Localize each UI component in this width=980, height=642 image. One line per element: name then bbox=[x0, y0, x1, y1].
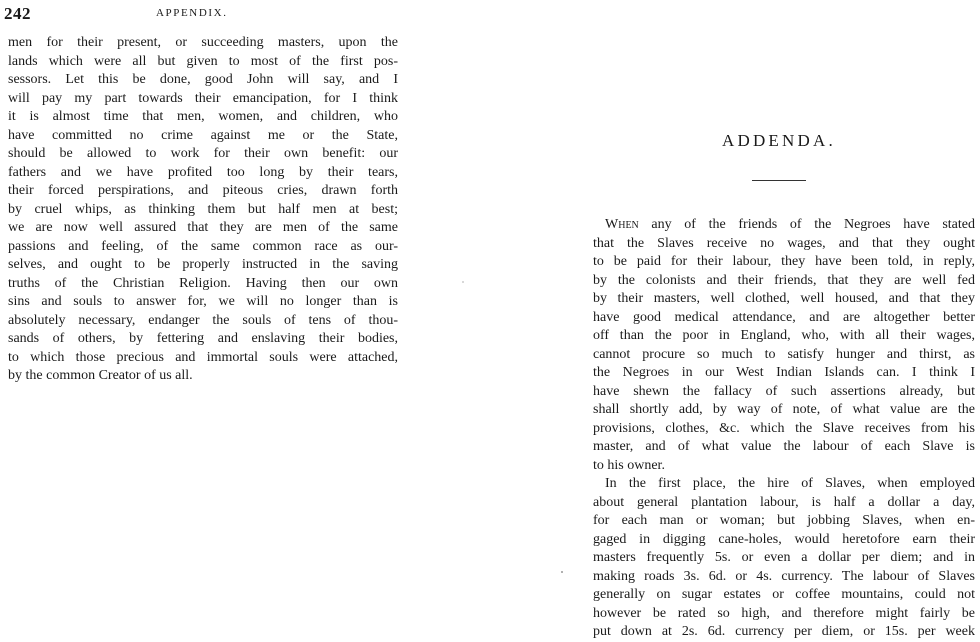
left-page bbox=[0, 0, 410, 636]
text-line: for each man or woman; but jobbing Slaves, when en- bbox=[593, 513, 975, 528]
text-line: In the first place, the hire of Slaves, when employed bbox=[605, 476, 975, 491]
text-line: sins and souls to answer for, we will no longer than is bbox=[8, 294, 398, 309]
left-body-text bbox=[8, 34, 398, 386]
text-line: by their masters, well clothed, well housed, and that they bbox=[593, 291, 975, 306]
initial-letter: W bbox=[605, 217, 619, 232]
text-line: cannot procure so much to satisfy hunger and thirst, as bbox=[593, 346, 975, 362]
text-line: truths of the Christian Religion. Having then our own bbox=[8, 275, 398, 291]
text-line: to his owner. bbox=[593, 457, 665, 473]
text-line: provisions, clothes, &c. which the Slave receives from his bbox=[593, 420, 975, 436]
text-line: the Negroes in our West Indian Islands can. I think I bbox=[593, 365, 975, 380]
text-line: off than the poor in England, who, with all their wages, bbox=[593, 328, 975, 343]
running-head bbox=[4, 4, 404, 24]
text-line: have shewn the fallacy of such assertions already, but bbox=[593, 383, 975, 399]
text-line: will pay my part towards their emancipation, for I think bbox=[8, 90, 398, 106]
text-line: by the colonists and their friends, that they are well fed bbox=[593, 272, 975, 288]
text-line: their forced perspirations, and piteous cries, drawn forth bbox=[8, 183, 398, 198]
text-line: gaged in digging cane-holes, would heretofore earn their bbox=[593, 531, 975, 547]
text-line: sands of others, by fettering and enslaving their bodies, bbox=[8, 331, 398, 346]
page-number: 242 bbox=[4, 4, 31, 23]
text-line: lands which were all but given to most of the first pos- bbox=[8, 53, 398, 69]
first-word-rest: hen bbox=[618, 217, 639, 232]
text-line: passions and feeling, of the same common race as our- bbox=[8, 238, 398, 254]
text-line: that the Slaves receive no wages, and that they ought bbox=[593, 235, 975, 251]
text-line: by cruel whips, as thinking them but half men at best; bbox=[8, 201, 398, 217]
text-line: shall shortly add, by way of note, of what value are the bbox=[593, 402, 975, 417]
text-line: however be rated so high, and therefore might fairly be bbox=[593, 605, 975, 621]
text-line: master, and of what value the labour of each Slave is bbox=[593, 439, 975, 454]
paper-speck bbox=[462, 281, 464, 283]
text-line: have committed no crime against me or the State, bbox=[8, 127, 398, 143]
addenda-heading: ADDENDA. bbox=[722, 131, 836, 150]
text-line: by the common Creator of us all. bbox=[8, 368, 193, 383]
text-line: it is almost time that men, women, and children, who bbox=[8, 109, 398, 124]
right-body-text bbox=[593, 216, 975, 642]
text-line: selves, and ought to be properly instructed in the saving bbox=[8, 257, 398, 272]
text-line: men for their present, or succeeding masters, upon the bbox=[8, 35, 398, 50]
text-line: about general plantation labour, is half a dollar a day, bbox=[593, 494, 975, 510]
text-line: put down at 2s. 6d. currency per diem, or 15s. per week bbox=[593, 624, 975, 639]
first-line-remainder: any of the friends of the Negroes have stated bbox=[638, 217, 975, 232]
text-line: we are now well assured that they are men of the same bbox=[8, 220, 398, 235]
text-line: masters frequently 5s. or even a dollar per diem; and in bbox=[593, 550, 975, 565]
text-line: absolutely necessary, endanger the souls of tens of thou- bbox=[8, 312, 398, 328]
text-line: sessors. Let this be done, good John will say, and I bbox=[8, 72, 398, 87]
text-line-first bbox=[593, 216, 975, 235]
text-line: to which those precious and immortal souls were attached, bbox=[8, 349, 398, 365]
paper-speck bbox=[561, 571, 563, 573]
text-line: have good medical attendance, and are altogether better bbox=[593, 309, 975, 325]
text-line: to be paid for their labour, they have been told, in reply, bbox=[593, 254, 975, 269]
text-line: generally on sugar estates or coffee mountains, could not bbox=[593, 587, 975, 602]
text-line: should be allowed to work for their own benefit: our bbox=[8, 146, 398, 161]
running-title: APPENDIX. bbox=[156, 7, 228, 19]
right-page bbox=[580, 0, 980, 639]
text-line: fathers and we have profited too long by their tears, bbox=[8, 164, 398, 180]
heading-rule bbox=[752, 180, 806, 181]
text-line: making roads 3s. 6d. or 4s. currency. The labour of Slaves bbox=[593, 568, 975, 584]
